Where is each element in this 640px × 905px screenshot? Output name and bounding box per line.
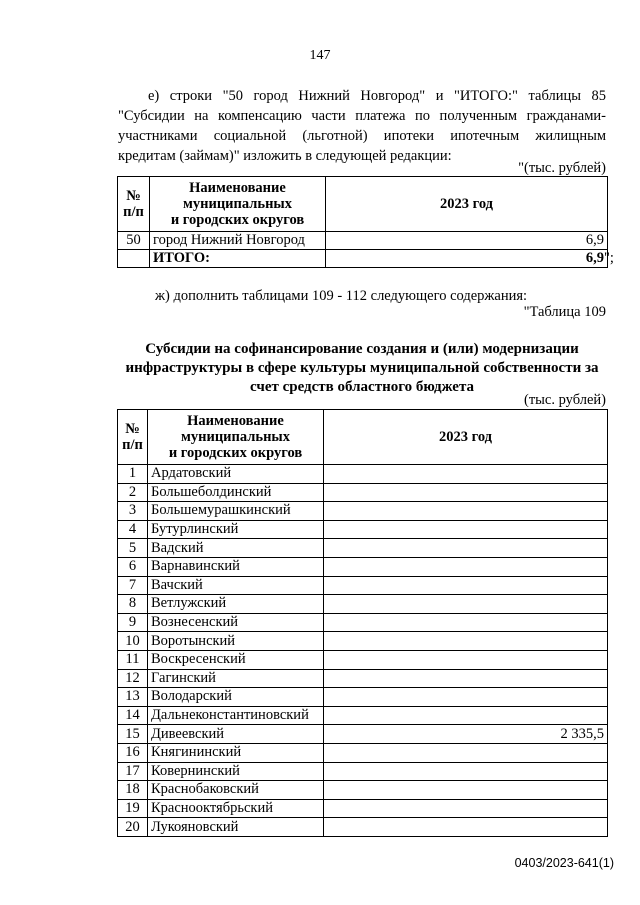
table-row: [118, 232, 608, 250]
document-code: 0403/2023-641(1): [514, 856, 614, 870]
row-num: 19: [118, 799, 148, 818]
row-num: 9: [118, 613, 148, 632]
paragraph-e-line: кредитам (займам)" изложить в следующей редакции:: [118, 148, 452, 164]
row-num: 4: [118, 520, 148, 539]
table1-header-row: [118, 177, 608, 232]
row-value: [324, 520, 608, 539]
row-num: 18: [118, 781, 148, 800]
row-value: [324, 539, 608, 558]
row-value: [324, 818, 608, 837]
table-row: [118, 688, 608, 707]
total-num: [118, 250, 150, 268]
row-value: [324, 706, 608, 725]
row-name: Гагинский: [148, 669, 324, 688]
row-name: город Нижний Новгород: [150, 232, 326, 250]
row-num: 11: [118, 650, 148, 669]
table1-closing-quote: ";: [604, 250, 614, 266]
header-year: 2023 год: [324, 410, 608, 465]
row-name: Дальнеконстантиновский: [148, 706, 324, 725]
header-num: № п/п: [118, 177, 150, 232]
table-row: [118, 669, 608, 688]
row-name: Ковернинский: [148, 762, 324, 781]
row-value: [324, 799, 608, 818]
row-num: 8: [118, 595, 148, 614]
row-num: 6: [118, 557, 148, 576]
table-row: [118, 706, 608, 725]
row-name: Княгининский: [148, 743, 324, 762]
row-name: Краснооктябрьский: [148, 799, 324, 818]
row-num: 7: [118, 576, 148, 595]
row-value: [324, 502, 608, 521]
table2-header-row: [118, 410, 608, 465]
table-row: [118, 743, 608, 762]
row-value: [324, 483, 608, 502]
paragraph-e-line: "Субсидии на компенсацию части платежа по полученным гражданами-: [118, 108, 606, 124]
row-num: 50: [118, 232, 150, 250]
row-name: Ветлужский: [148, 595, 324, 614]
row-name: Вачский: [148, 576, 324, 595]
header-name: Наименование муниципальных и городских округов: [148, 410, 324, 465]
row-value: 6,9: [326, 232, 608, 250]
row-num: 15: [118, 725, 148, 744]
table-row: [118, 781, 608, 800]
row-num: 5: [118, 539, 148, 558]
row-num: 16: [118, 743, 148, 762]
total-value: 6,9: [326, 250, 608, 268]
row-name: Бутурлинский: [148, 520, 324, 539]
row-name: Володарский: [148, 688, 324, 707]
row-num: 17: [118, 762, 148, 781]
table-row: [118, 520, 608, 539]
row-num: 3: [118, 502, 148, 521]
table-row: [118, 502, 608, 521]
table-row: [118, 576, 608, 595]
row-num: 1: [118, 465, 148, 484]
header-name: Наименование муниципальных и городских округов: [150, 177, 326, 232]
table-label: "Таблица 109: [523, 304, 606, 320]
table-row: [118, 725, 608, 744]
table2-title: Субсидии на софинансирование создания и (или) модернизации инфраструктуры в сфере культуры муниципальной собственности за счет средств областного бюджета: [125, 341, 599, 395]
row-value: [324, 762, 608, 781]
row-value: [324, 781, 608, 800]
table-row: [118, 632, 608, 651]
paragraph-e-line: участниками социальной (льготной) ипотеки ипотечным жилищным: [118, 128, 606, 144]
table-row: [118, 799, 608, 818]
table-total-row: [118, 250, 608, 268]
row-value: [324, 465, 608, 484]
row-value: [324, 595, 608, 614]
table-row: [118, 595, 608, 614]
row-name: Вадский: [148, 539, 324, 558]
row-num: 20: [118, 818, 148, 837]
row-name: Воротынский: [148, 632, 324, 651]
paragraph-e: [118, 86, 606, 166]
table-row: [118, 539, 608, 558]
paragraph-e-line: е) строки "50 город Нижний Новгород" и "ИТОГО:" таблицы 85: [148, 88, 606, 104]
row-value: 2 335,5: [324, 725, 608, 744]
row-value: [324, 669, 608, 688]
row-num: 14: [118, 706, 148, 725]
header-num: № п/п: [118, 410, 148, 465]
table-row: [118, 762, 608, 781]
row-value: [324, 557, 608, 576]
total-label: ИТОГО:: [150, 250, 326, 268]
table-row: [118, 650, 608, 669]
row-value: [324, 613, 608, 632]
table1-unit: "(тыс. рублей): [518, 160, 606, 176]
row-name: Лукояновский: [148, 818, 324, 837]
row-num: 2: [118, 483, 148, 502]
row-name: Воскресенский: [148, 650, 324, 669]
row-name: Вознесенский: [148, 613, 324, 632]
table-row: [118, 613, 608, 632]
row-value: [324, 632, 608, 651]
table-row: [118, 465, 608, 484]
page-number: 147: [309, 48, 331, 63]
row-name: Краснобаковский: [148, 781, 324, 800]
table-row: [118, 557, 608, 576]
row-name: Большемурашкинский: [148, 502, 324, 521]
row-num: 13: [118, 688, 148, 707]
row-name: Большеболдинский: [148, 483, 324, 502]
header-year: 2023 год: [326, 177, 608, 232]
table-row: [118, 483, 608, 502]
row-name: Дивеевский: [148, 725, 324, 744]
table2: [117, 409, 608, 837]
table-row: [118, 818, 608, 837]
row-num: 12: [118, 669, 148, 688]
row-value: [324, 688, 608, 707]
row-name: Ардатовский: [148, 465, 324, 484]
table2-unit: (тыс. рублей): [524, 392, 606, 408]
paragraph-g: ж) дополнить таблицами 109 - 112 следующего содержания:: [155, 288, 528, 304]
table1: [117, 176, 608, 268]
row-value: [324, 743, 608, 762]
row-num: 10: [118, 632, 148, 651]
row-name: Варнавинский: [148, 557, 324, 576]
row-value: [324, 650, 608, 669]
row-value: [324, 576, 608, 595]
